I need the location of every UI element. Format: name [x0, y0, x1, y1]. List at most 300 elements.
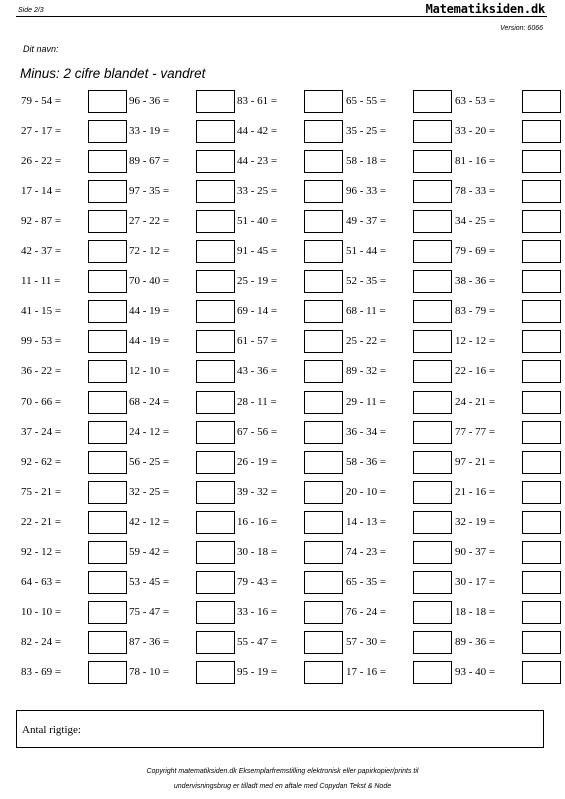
- problem-item: [129, 270, 237, 294]
- problem-item: [21, 360, 129, 384]
- answer-box[interactable]: [522, 90, 561, 113]
- answer-box[interactable]: [304, 421, 343, 444]
- problem-expression: 16 - 16 =: [237, 516, 278, 528]
- answer-box[interactable]: [522, 150, 561, 173]
- problem-expression: 27 - 22 =: [129, 215, 170, 227]
- problem-expression: 87 - 36 =: [129, 636, 170, 648]
- problem-item: [21, 300, 129, 324]
- site-logo: Matematiksiden.dk: [425, 2, 545, 16]
- problem-expression: 20 - 10 =: [346, 486, 387, 498]
- problem-item: [455, 631, 563, 655]
- problem-item: [237, 421, 345, 445]
- problem-item: [21, 391, 129, 415]
- problem-expression: 25 - 19 =: [237, 275, 278, 287]
- problem-item: [455, 270, 563, 294]
- answer-box[interactable]: [196, 300, 235, 323]
- answer-box[interactable]: [413, 330, 452, 353]
- score-label: Antal rigtige:: [22, 724, 81, 736]
- answer-box[interactable]: [196, 180, 235, 203]
- problem-expression: 97 - 35 =: [129, 185, 170, 197]
- problem-expression: 30 - 17 =: [455, 576, 496, 588]
- problem-item: [346, 150, 454, 174]
- problem-expression: 89 - 67 =: [129, 155, 170, 167]
- problem-expression: 27 - 17 =: [21, 125, 62, 137]
- problem-expression: 38 - 36 =: [455, 275, 496, 287]
- problem-item: [455, 421, 563, 445]
- answer-box[interactable]: [88, 661, 127, 684]
- problem-expression: 51 - 44 =: [346, 245, 387, 257]
- problem-expression: 24 - 12 =: [129, 426, 170, 438]
- answer-box[interactable]: [413, 481, 452, 504]
- answer-box[interactable]: [522, 541, 561, 564]
- problem-item: [455, 330, 563, 354]
- problem-expression: 68 - 24 =: [129, 396, 170, 408]
- answer-box[interactable]: [413, 180, 452, 203]
- problem-expression: 91 - 45 =: [237, 245, 278, 257]
- problem-item: [129, 421, 237, 445]
- problem-item: [129, 391, 237, 415]
- problem-expression: 79 - 43 =: [237, 576, 278, 588]
- problem-expression: 14 - 13 =: [346, 516, 387, 528]
- problem-item: [237, 270, 345, 294]
- problem-expression: 89 - 36 =: [455, 636, 496, 648]
- problem-item: [129, 571, 237, 595]
- answer-box[interactable]: [304, 90, 343, 113]
- problem-item: [237, 330, 345, 354]
- answer-box[interactable]: [196, 120, 235, 143]
- problem-expression: 70 - 66 =: [21, 396, 62, 408]
- problem-item: [21, 270, 129, 294]
- answer-box[interactable]: [88, 631, 127, 654]
- answer-box[interactable]: [304, 330, 343, 353]
- problem-expression: 12 - 12 =: [455, 335, 496, 347]
- problem-item: [129, 661, 237, 685]
- problem-expression: 79 - 54 =: [21, 95, 62, 107]
- answer-box[interactable]: [88, 451, 127, 474]
- problem-expression: 33 - 19 =: [129, 125, 170, 137]
- problem-expression: 22 - 21 =: [21, 516, 62, 528]
- problem-expression: 29 - 11 =: [346, 396, 386, 408]
- problem-item: [237, 571, 345, 595]
- answer-box[interactable]: [88, 120, 127, 143]
- answer-box[interactable]: [196, 391, 235, 414]
- answer-box[interactable]: [88, 541, 127, 564]
- problem-expression: 78 - 10 =: [129, 666, 170, 678]
- problem-item: [21, 90, 129, 114]
- answer-box[interactable]: [522, 120, 561, 143]
- problem-item: [346, 451, 454, 475]
- answer-box[interactable]: [304, 391, 343, 414]
- copyright-notice: [0, 764, 565, 794]
- problem-expression: 33 - 16 =: [237, 606, 278, 618]
- problem-item: [129, 511, 237, 535]
- problem-expression: 28 - 11 =: [237, 396, 277, 408]
- answer-box[interactable]: [196, 541, 235, 564]
- answer-box[interactable]: [413, 601, 452, 624]
- problem-item: [455, 571, 563, 595]
- answer-box[interactable]: [413, 571, 452, 594]
- answer-box[interactable]: [88, 481, 127, 504]
- problem-item: [346, 330, 454, 354]
- problem-item: [129, 90, 237, 114]
- problem-expression: 68 - 11 =: [346, 305, 386, 317]
- problem-item: [455, 240, 563, 264]
- problem-item: [455, 150, 563, 174]
- answer-box[interactable]: [196, 150, 235, 173]
- answer-box[interactable]: [413, 120, 452, 143]
- answer-box[interactable]: [304, 541, 343, 564]
- problem-expression: 17 - 14 =: [21, 185, 62, 197]
- score-box[interactable]: [16, 710, 544, 748]
- problem-item: [346, 270, 454, 294]
- problem-item: [455, 481, 563, 505]
- problem-item: [455, 120, 563, 144]
- problem-item: [129, 150, 237, 174]
- answer-box[interactable]: [413, 541, 452, 564]
- answer-box[interactable]: [522, 180, 561, 203]
- problem-expression: 32 - 19 =: [455, 516, 496, 528]
- problem-expression: 26 - 19 =: [237, 456, 278, 468]
- answer-box[interactable]: [88, 421, 127, 444]
- problem-item: [455, 180, 563, 204]
- answer-box[interactable]: [522, 391, 561, 414]
- problem-expression: 49 - 37 =: [346, 215, 387, 227]
- problem-item: [21, 511, 129, 535]
- answer-box[interactable]: [304, 601, 343, 624]
- answer-box[interactable]: [413, 661, 452, 684]
- problem-item: [237, 391, 345, 415]
- problem-expression: 83 - 69 =: [21, 666, 62, 678]
- problem-item: [455, 601, 563, 625]
- problem-expression: 70 - 40 =: [129, 275, 170, 287]
- answer-box[interactable]: [196, 601, 235, 624]
- answer-box[interactable]: [413, 270, 452, 293]
- name-label: Dit navn:: [23, 44, 59, 54]
- answer-box[interactable]: [196, 210, 235, 233]
- problem-expression: 58 - 36 =: [346, 456, 387, 468]
- problem-expression: 11 - 11 =: [21, 275, 61, 287]
- problem-expression: 44 - 19 =: [129, 305, 170, 317]
- answer-box[interactable]: [196, 330, 235, 353]
- answer-box[interactable]: [196, 481, 235, 504]
- problem-item: [21, 180, 129, 204]
- problem-item: [21, 330, 129, 354]
- answer-box[interactable]: [196, 360, 235, 383]
- problem-expression: 53 - 45 =: [129, 576, 170, 588]
- problem-item: [237, 90, 345, 114]
- answer-box[interactable]: [88, 391, 127, 414]
- problem-expression: 34 - 25 =: [455, 215, 496, 227]
- problem-item: [237, 481, 345, 505]
- problem-expression: 22 - 16 =: [455, 365, 496, 377]
- problem-item: [455, 541, 563, 565]
- problem-item: [237, 661, 345, 685]
- answer-box[interactable]: [413, 631, 452, 654]
- answer-box[interactable]: [304, 240, 343, 263]
- answer-box[interactable]: [196, 240, 235, 263]
- answer-box[interactable]: [88, 330, 127, 353]
- problem-expression: 65 - 35 =: [346, 576, 387, 588]
- problem-item: [237, 300, 345, 324]
- problem-item: [21, 210, 129, 234]
- problem-item: [237, 601, 345, 625]
- problem-expression: 97 - 21 =: [455, 456, 496, 468]
- answer-box[interactable]: [522, 511, 561, 534]
- problem-expression: 61 - 57 =: [237, 335, 278, 347]
- problem-item: [21, 451, 129, 475]
- answer-box[interactable]: [413, 300, 452, 323]
- answer-box[interactable]: [522, 631, 561, 654]
- problem-expression: 77 - 77 =: [455, 426, 496, 438]
- problem-item: [346, 571, 454, 595]
- answer-box[interactable]: [88, 90, 127, 113]
- problem-expression: 92 - 87 =: [21, 215, 62, 227]
- problem-expression: 79 - 69 =: [455, 245, 496, 257]
- problem-item: [455, 451, 563, 475]
- problem-item: [346, 90, 454, 114]
- answer-box[interactable]: [522, 240, 561, 263]
- copyright-line-1: Copyright matematiksiden.dk Eksemplarfremstilling elektronisk eller papirkopier/prints til: [146, 768, 419, 775]
- problem-expression: 92 - 62 =: [21, 456, 62, 468]
- answer-box[interactable]: [304, 120, 343, 143]
- answer-box[interactable]: [522, 481, 561, 504]
- answer-box[interactable]: [413, 511, 452, 534]
- answer-box[interactable]: [413, 90, 452, 113]
- problem-expression: 63 - 53 =: [455, 95, 496, 107]
- answer-box[interactable]: [522, 360, 561, 383]
- problem-expression: 75 - 21 =: [21, 486, 62, 498]
- problem-expression: 42 - 37 =: [21, 245, 62, 257]
- problem-item: [129, 330, 237, 354]
- problem-expression: 82 - 24 =: [21, 636, 62, 648]
- problem-expression: 24 - 21 =: [455, 396, 496, 408]
- problem-expression: 58 - 18 =: [346, 155, 387, 167]
- problem-expression: 57 - 30 =: [346, 636, 387, 648]
- problem-expression: 59 - 42 =: [129, 546, 170, 558]
- problem-item: [21, 541, 129, 565]
- answer-box[interactable]: [522, 571, 561, 594]
- problem-item: [346, 481, 454, 505]
- answer-box[interactable]: [88, 270, 127, 293]
- answer-box[interactable]: [522, 661, 561, 684]
- problem-expression: 36 - 34 =: [346, 426, 387, 438]
- answer-box[interactable]: [88, 210, 127, 233]
- problem-expression: 52 - 35 =: [346, 275, 387, 287]
- problem-expression: 35 - 25 =: [346, 125, 387, 137]
- problem-item: [21, 421, 129, 445]
- answer-box[interactable]: [88, 571, 127, 594]
- problem-item: [237, 511, 345, 535]
- problem-expression: 75 - 47 =: [129, 606, 170, 618]
- problem-expression: 17 - 16 =: [346, 666, 387, 678]
- problem-expression: 72 - 12 =: [129, 245, 170, 257]
- problem-item: [129, 541, 237, 565]
- problem-item: [455, 210, 563, 234]
- answer-box[interactable]: [413, 391, 452, 414]
- answer-box[interactable]: [304, 150, 343, 173]
- problem-expression: 18 - 18 =: [455, 606, 496, 618]
- problem-expression: 99 - 53 =: [21, 335, 62, 347]
- problem-item: [346, 360, 454, 384]
- problem-expression: 10 - 10 =: [21, 606, 62, 618]
- answer-box[interactable]: [304, 451, 343, 474]
- problem-item: [237, 180, 345, 204]
- problem-item: [129, 481, 237, 505]
- problem-item: [129, 180, 237, 204]
- answer-box[interactable]: [88, 360, 127, 383]
- answer-box[interactable]: [196, 421, 235, 444]
- answer-box[interactable]: [88, 511, 127, 534]
- answer-box[interactable]: [413, 210, 452, 233]
- answer-box[interactable]: [196, 270, 235, 293]
- answer-box[interactable]: [413, 150, 452, 173]
- problem-expression: 39 - 32 =: [237, 486, 278, 498]
- answer-box[interactable]: [304, 180, 343, 203]
- worksheet-title: Minus: 2 cifre blandet - vandret: [20, 66, 206, 81]
- answer-box[interactable]: [88, 300, 127, 323]
- problem-item: [129, 120, 237, 144]
- problem-item: [21, 481, 129, 505]
- problem-expression: 90 - 37 =: [455, 546, 496, 558]
- answer-box[interactable]: [196, 571, 235, 594]
- problem-expression: 96 - 33 =: [346, 185, 387, 197]
- problem-item: [346, 541, 454, 565]
- problem-item: [21, 571, 129, 595]
- answer-box[interactable]: [304, 270, 343, 293]
- problem-expression: 96 - 36 =: [129, 95, 170, 107]
- problem-item: [237, 541, 345, 565]
- problem-expression: 44 - 23 =: [237, 155, 278, 167]
- answer-box[interactable]: [413, 451, 452, 474]
- answer-box[interactable]: [413, 421, 452, 444]
- problem-item: [455, 661, 563, 685]
- problem-expression: 30 - 18 =: [237, 546, 278, 558]
- problem-item: [237, 210, 345, 234]
- problem-item: [237, 120, 345, 144]
- answer-box[interactable]: [304, 571, 343, 594]
- problem-item: [21, 601, 129, 625]
- problem-item: [21, 661, 129, 685]
- problem-item: [346, 120, 454, 144]
- answer-box[interactable]: [304, 481, 343, 504]
- answer-box[interactable]: [304, 511, 343, 534]
- problem-expression: 89 - 32 =: [346, 365, 387, 377]
- problem-item: [237, 631, 345, 655]
- answer-box[interactable]: [522, 601, 561, 624]
- problem-expression: 33 - 25 =: [237, 185, 278, 197]
- problem-expression: 32 - 25 =: [129, 486, 170, 498]
- problem-item: [346, 661, 454, 685]
- answer-box[interactable]: [196, 661, 235, 684]
- answer-box[interactable]: [522, 270, 561, 293]
- problem-item: [455, 391, 563, 415]
- problem-item: [346, 180, 454, 204]
- problem-item: [129, 360, 237, 384]
- problem-item: [237, 150, 345, 174]
- answer-box[interactable]: [522, 210, 561, 233]
- problem-item: [129, 451, 237, 475]
- answer-box[interactable]: [413, 360, 452, 383]
- problem-expression: 67 - 56 =: [237, 426, 278, 438]
- problem-expression: 44 - 42 =: [237, 125, 278, 137]
- problem-item: [129, 240, 237, 264]
- answer-box[interactable]: [522, 421, 561, 444]
- answer-box[interactable]: [88, 601, 127, 624]
- problem-item: [346, 391, 454, 415]
- problem-expression: 43 - 36 =: [237, 365, 278, 377]
- header-divider: [16, 16, 547, 17]
- answer-box[interactable]: [88, 180, 127, 203]
- problem-item: [129, 601, 237, 625]
- answer-box[interactable]: [522, 330, 561, 353]
- answer-box[interactable]: [88, 150, 127, 173]
- problem-item: [346, 601, 454, 625]
- problem-expression: 21 - 16 =: [455, 486, 496, 498]
- answer-box[interactable]: [522, 451, 561, 474]
- problem-expression: 65 - 55 =: [346, 95, 387, 107]
- problem-expression: 76 - 24 =: [346, 606, 387, 618]
- problem-expression: 41 - 15 =: [21, 305, 62, 317]
- problem-expression: 36 - 22 =: [21, 365, 62, 377]
- answer-box[interactable]: [196, 451, 235, 474]
- problem-item: [346, 511, 454, 535]
- problem-item: [129, 631, 237, 655]
- problem-expression: 33 - 20 =: [455, 125, 496, 137]
- problem-item: [455, 300, 563, 324]
- problem-item: [237, 240, 345, 264]
- problem-item: [455, 511, 563, 535]
- answer-box[interactable]: [304, 360, 343, 383]
- answer-box[interactable]: [304, 300, 343, 323]
- problem-expression: 78 - 33 =: [455, 185, 496, 197]
- problem-item: [237, 451, 345, 475]
- problem-expression: 93 - 40 =: [455, 666, 496, 678]
- problem-expression: 55 - 47 =: [237, 636, 278, 648]
- problem-expression: 64 - 63 =: [21, 576, 62, 588]
- problem-expression: 92 - 12 =: [21, 546, 62, 558]
- answer-box[interactable]: [196, 631, 235, 654]
- problem-expression: 69 - 14 =: [237, 305, 278, 317]
- problem-expression: 56 - 25 =: [129, 456, 170, 468]
- problem-item: [346, 300, 454, 324]
- problem-item: [455, 90, 563, 114]
- problem-expression: 83 - 79 =: [455, 305, 496, 317]
- problem-item: [346, 631, 454, 655]
- answer-box[interactable]: [304, 661, 343, 684]
- answer-box[interactable]: [522, 300, 561, 323]
- problem-item: [21, 120, 129, 144]
- page-number: Side 2/3: [18, 7, 44, 14]
- problem-item: [21, 150, 129, 174]
- problem-expression: 26 - 22 =: [21, 155, 62, 167]
- problem-expression: 25 - 22 =: [346, 335, 387, 347]
- problem-expression: 42 - 12 =: [129, 516, 170, 528]
- answer-box[interactable]: [196, 511, 235, 534]
- problem-expression: 51 - 40 =: [237, 215, 278, 227]
- problem-expression: 95 - 19 =: [237, 666, 278, 678]
- answer-box[interactable]: [304, 631, 343, 654]
- problem-expression: 83 - 61 =: [237, 95, 278, 107]
- problem-expression: 37 - 24 =: [21, 426, 62, 438]
- problem-expression: 44 - 19 =: [129, 335, 170, 347]
- problem-item: [21, 631, 129, 655]
- answer-box[interactable]: [304, 210, 343, 233]
- answer-box[interactable]: [413, 240, 452, 263]
- problem-item: [455, 360, 563, 384]
- problem-expression: 74 - 23 =: [346, 546, 387, 558]
- answer-box[interactable]: [88, 240, 127, 263]
- answer-box[interactable]: [196, 90, 235, 113]
